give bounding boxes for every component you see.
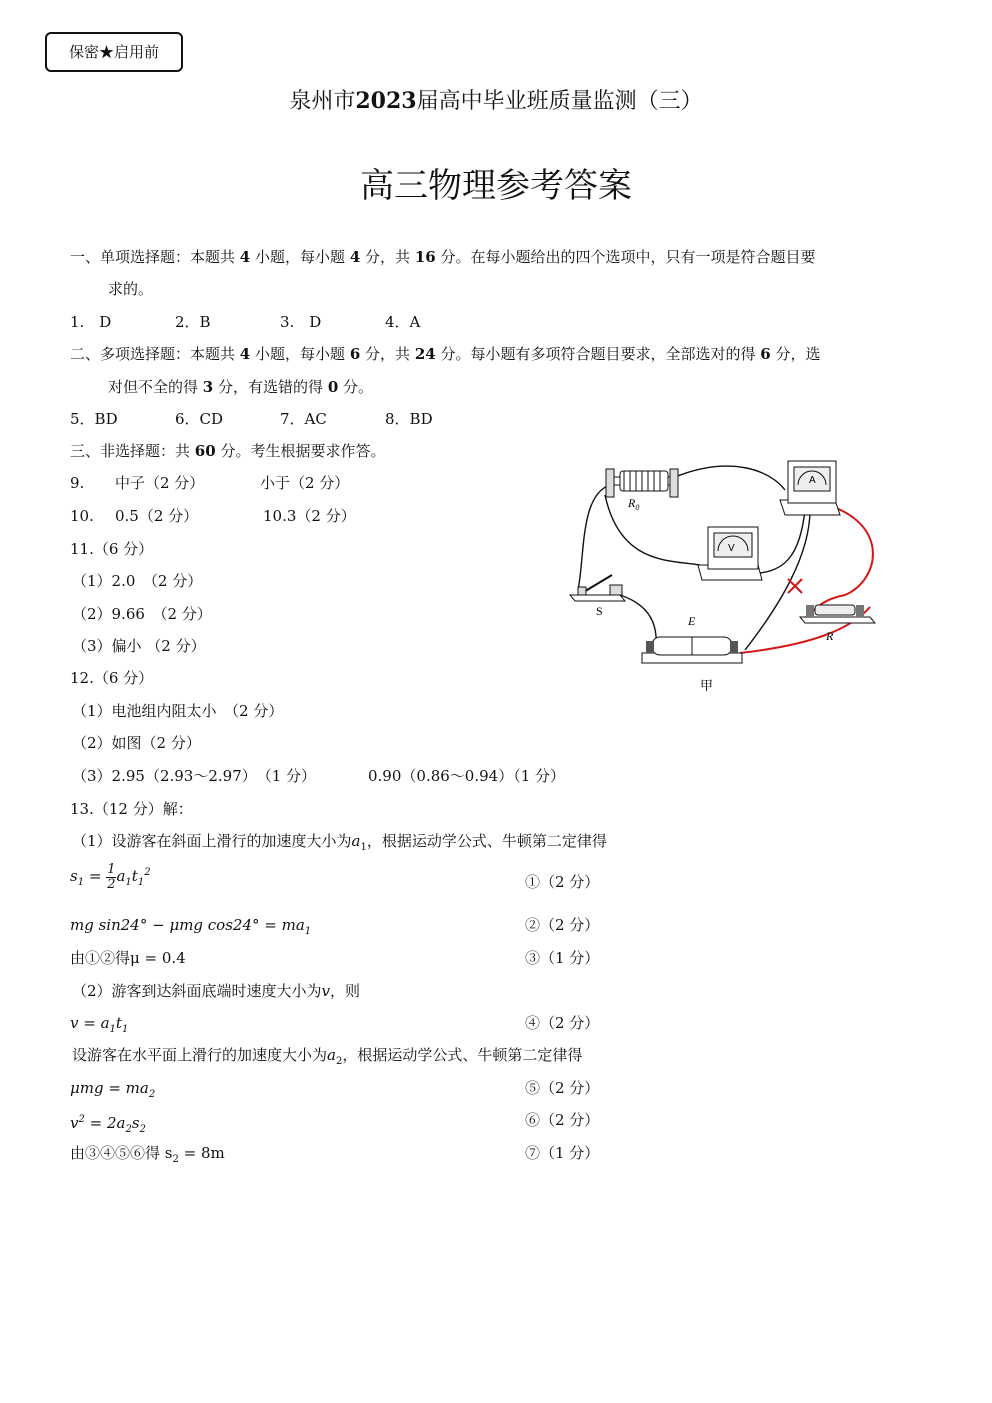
circuit-diagram: [560, 455, 890, 700]
q12-heading: 12.（6 分）: [70, 669, 154, 687]
section1-intro: 一、单项选择题：本题共 4 小题，每小题 4 分，共 16 分。在每小题给出的四个选项中，只有一项是符合题目要: [70, 248, 816, 266]
switch-label: S: [596, 604, 603, 618]
wire-r0-switch: [578, 485, 610, 590]
cross-mark: [788, 579, 802, 593]
resistor-label: R: [826, 629, 834, 643]
voltmeter-label: V: [728, 543, 735, 554]
q9-answer-a: 中子（2 分）: [115, 474, 205, 492]
r0-label: $R_0$: [628, 496, 640, 512]
switch-s: [570, 575, 625, 618]
equation-7: 由③④⑤⑥得 $s_2 = 8m$: [70, 1144, 225, 1165]
q11-heading: 11.（6 分）: [70, 540, 154, 558]
section1-intro-cont: 求的。: [108, 280, 154, 298]
wire-r0-voltmeter: [605, 495, 700, 565]
equation-6: $v^2 = 2a_2s_2$: [70, 1114, 146, 1135]
answer-1: 1. D: [70, 313, 112, 331]
q12-part2: （2）如图（2 分）: [72, 734, 201, 752]
equation-3: 由①②得μ = 0.4: [70, 949, 186, 967]
fraction-one-half: $\frac{1}{2}$: [107, 861, 116, 892]
figure-caption: 甲: [700, 679, 714, 694]
equation-7-score: ⑦（1 分）: [525, 1144, 600, 1162]
answer-4: 4．A: [385, 313, 421, 331]
answer-7: 7．AC: [280, 410, 327, 428]
wire-r0-ammeter: [675, 466, 785, 490]
answer-8: 8．BD: [385, 410, 433, 428]
rheostat-r0: [606, 469, 678, 512]
q11-part1: （1）2.0 （2 分）: [72, 572, 203, 590]
q10-answer-b: 10.3（2 分）: [263, 507, 356, 525]
resistor-r: [800, 605, 875, 643]
page-title: 高三物理参考答案: [360, 166, 632, 206]
voltmeter: [698, 527, 762, 580]
battery-label: E: [688, 614, 696, 628]
answer-5: 5．BD: [70, 410, 118, 428]
q12-part1: （1）电池组内阻太小 （2 分）: [72, 702, 284, 720]
ammeter-label: A: [809, 475, 816, 486]
equation-1-score: ①（2 分）: [525, 873, 600, 891]
wire-red-ammeter-resistor: [805, 505, 873, 618]
q13-part2-intro: （2）游客到达斜面底端时速度大小为v，则: [72, 982, 361, 1000]
answer-6: 6．CD: [175, 410, 224, 428]
q10-answer-a: 0.5（2 分）: [115, 507, 199, 525]
section3-intro: 三、非选择题：共 60 分。考生根据要求作答。: [70, 442, 386, 460]
ammeter: [780, 461, 840, 515]
q9-number: 9.: [70, 474, 85, 492]
q10-number: 10.: [70, 507, 94, 525]
document-title: 泉州市2023届高中毕业班质量监测（三）: [289, 88, 703, 114]
battery-e: [642, 614, 742, 663]
equation-5-score: ⑤（2 分）: [525, 1079, 600, 1097]
q11-part3: （3）偏小 （2 分）: [72, 637, 206, 655]
section2-intro: 二、多项选择题：本题共 4 小题，每小题 6 分，共 24 分。每小题有多项符合题目要求，全部选对的得 6 分，选: [70, 345, 821, 363]
section2-intro-cont: 对但不全的得 3 分，有选错的得 0 分。: [108, 378, 374, 396]
q13-heading: 13.（12 分）解：: [70, 800, 193, 818]
equation-5: $\mu mg = ma_2$: [70, 1079, 156, 1100]
equation-1: $s_1$ = $\frac{1}{2}$ $a_1t_1^2$: [70, 861, 151, 892]
q9-answer-b: 小于（2 分）: [260, 474, 350, 492]
q13-part1-intro: （1）设游客在斜面上滑行的加速度大小为$a_1$，根据运动学公式、牛顿第二定律得: [72, 832, 607, 853]
equation-2: mg sin24° − μmg $\cos 24^\circ = ma_1$: [70, 916, 312, 937]
q11-part2: （2）9.66 （2 分）: [72, 605, 212, 623]
q12-part3a: （3）2.95（2.93～2.97） （1 分）: [72, 767, 317, 785]
answer-2: 2．B: [175, 313, 211, 331]
q12-part3b: 0.90（0.86～0.94）（1 分）: [368, 767, 566, 785]
equation-6-score: ⑥（2 分）: [525, 1111, 600, 1129]
equation-4-score: ④（2 分）: [525, 1014, 600, 1032]
q13-part2-body: 设游客在水平面上滑行的加速度大小为$a_2$，根据运动学公式、牛顿第二定律得: [72, 1046, 583, 1067]
equation-4: $v = a_1t_1$: [70, 1014, 129, 1035]
confidential-stamp: 保密★启用前: [45, 32, 183, 72]
answer-3: 3. D: [280, 313, 322, 331]
equation-3-score: ③（1 分）: [525, 949, 600, 967]
equation-2-score: ②（2 分）: [525, 916, 600, 934]
